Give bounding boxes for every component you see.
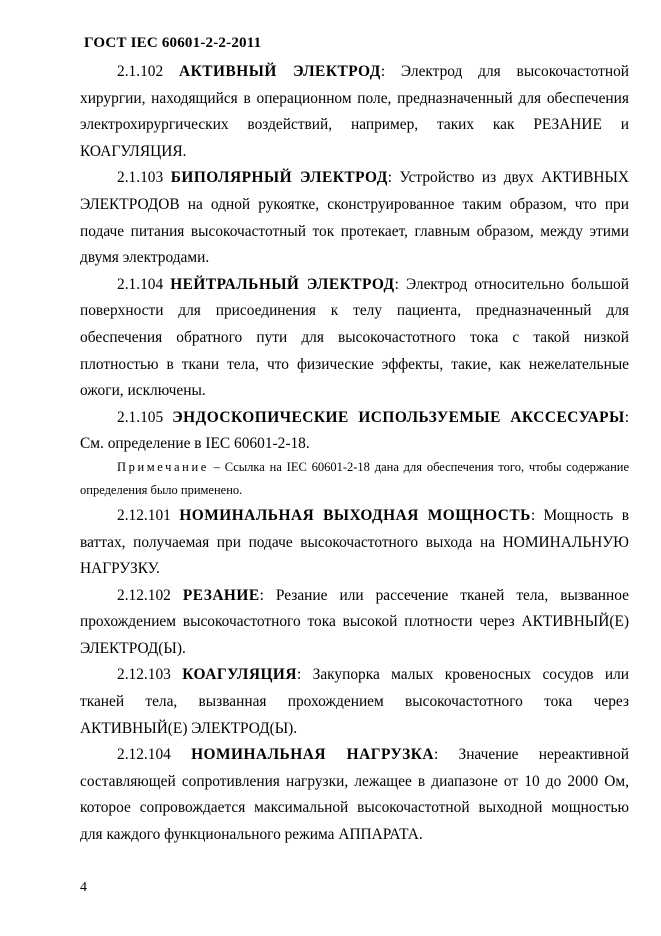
note-label: Примечание	[117, 459, 209, 474]
entry-term: ЭНДОСКОПИЧЕСКИЕ ИСПОЛЬЗУЕМЫЕ АКССЕСУАРЫ	[172, 408, 625, 426]
definition-entry	[80, 165, 629, 271]
entry-definition: : Резание или рассечение тканей тела, вызванное прохождением высокочастотного тока высокой плотности через АКТИВНЫЙ(Е) ЭЛЕКТРОД(Ы).	[80, 586, 629, 657]
entry-number: 2.12.101	[117, 506, 171, 524]
entry-definition: : Закупорка малых кровеносных сосудов или тканей тела, вызванная прохождением высокочастотного тока через АКТИВНЫЙ(Е) ЭЛЕКТРОД(Ы).	[80, 666, 629, 737]
definition-entry	[80, 583, 629, 663]
entry-term: НЕЙТРАЛЬНЫЙ ЭЛЕКТРОД	[170, 275, 395, 293]
entry-number: 2.1.103	[117, 169, 164, 187]
definition-entry	[80, 59, 629, 165]
entry-definition: : Электрод относительно большой поверхности для присоединения к телу пациента, предназначенный для обеспечения обратного пути для высокочастотного тока с такой низкой плотностью в ткани тела, что физические эффекты, такие, как нежелательные ожоги, исключены.	[80, 275, 629, 400]
page-number: 4	[80, 880, 87, 895]
definition-entry	[80, 742, 629, 848]
note	[80, 456, 629, 502]
definition-entry	[80, 405, 629, 458]
entry-number: 2.12.102	[117, 586, 171, 604]
note-text: – Ссылка на IEC 60601-2-18 дана для обеспечения того, чтобы содержание определения было применено.	[80, 459, 629, 497]
definition-entry	[80, 272, 629, 405]
document-body	[80, 59, 629, 849]
definition-entry	[80, 662, 629, 742]
definition-entry	[80, 503, 629, 583]
standard-header: ГОСТ IEC 60601-2-2-2011	[84, 35, 262, 51]
entry-term: РЕЗАНИЕ	[182, 586, 260, 604]
entry-term: НОМИНАЛЬНАЯ НАГРУЗКА	[191, 746, 435, 764]
entry-number: 2.1.105	[117, 408, 164, 426]
entry-term: КОАГУЛЯЦИЯ	[182, 666, 298, 684]
entry-number: 2.1.104	[117, 275, 164, 293]
entry-number: 2.1.102	[117, 63, 164, 80]
entry-term: НОМИНАЛЬНАЯ ВЫХОДНАЯ МОЩНОСТЬ	[179, 506, 531, 524]
entry-definition: : См. определение в IEC 60601-2-18.	[80, 408, 629, 453]
entry-number: 2.12.104	[117, 746, 171, 764]
entry-definition: : Значение нереактивной составляющей сопротивления нагрузки, лежащее в диапазоне от 10 до 2000 Ом, которое сопровождается максимальной высокочастотной выходной мощностью для каждого функционального режима АППАРАТА.	[80, 746, 629, 844]
entry-number: 2.12.103	[117, 666, 171, 684]
entry-definition: : Электрод для высокочастотной хирургии, находящийся в операционном поле, предназначенный для обеспечения электрохирургических воздействий, например, таких как РЕЗАНИЕ и КОАГУЛЯЦИЯ.	[80, 63, 629, 160]
entry-definition: : Устройство из двух АКТИВНЫХ ЭЛЕКТРОДОВ на одной рукоятке, сконструированное таким образом, что при подаче питания высокочастотный ток протекает, главным образом, между этими двумя электродами.	[80, 169, 629, 267]
entry-definition: : Мощность в ваттах, получаемая при подаче высокочастотного выхода на НОМИНАЛЬНУЮ НАГРУЗКУ.	[80, 506, 629, 578]
entry-term: БИПОЛЯРНЫЙ ЭЛЕКТРОД	[170, 169, 388, 187]
entry-term: АКТИВНЫЙ ЭЛЕКТРОД	[178, 63, 381, 80]
